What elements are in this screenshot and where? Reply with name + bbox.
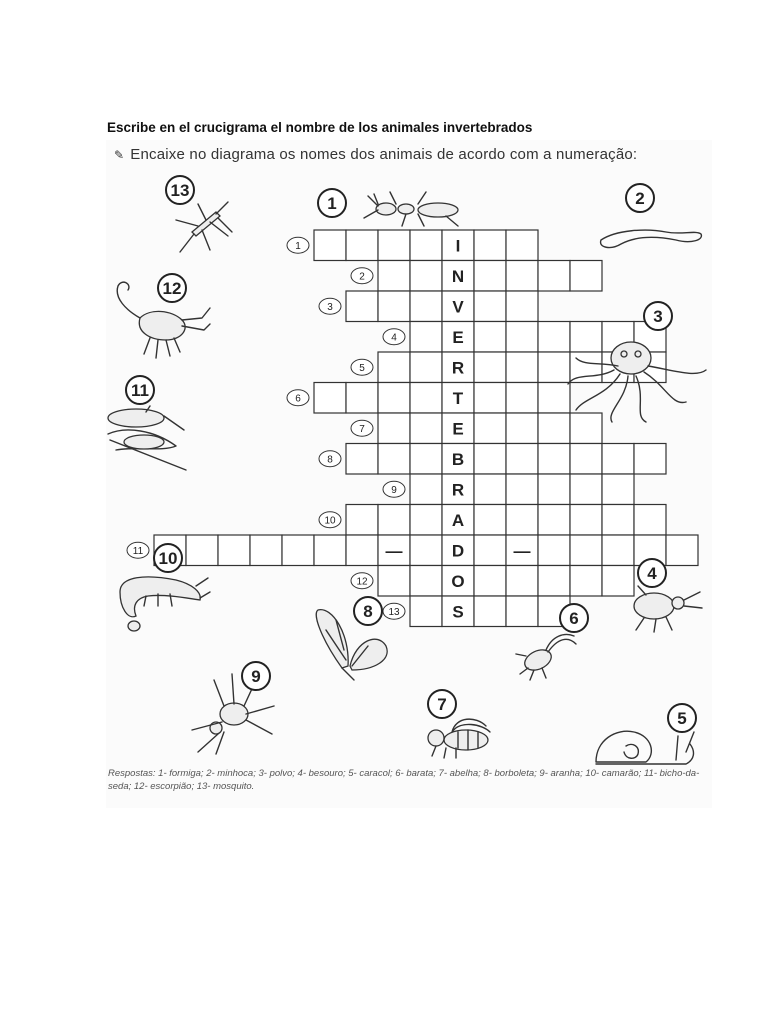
row-number: 1 xyxy=(295,240,301,252)
animal-number: 4 xyxy=(647,564,657,583)
crossword-cell[interactable] xyxy=(186,535,218,566)
crossword-cell[interactable] xyxy=(506,230,538,261)
crossword-cell[interactable] xyxy=(570,444,602,475)
key-letter: R xyxy=(451,480,465,500)
crossword-cell[interactable] xyxy=(474,322,506,353)
crossword-cell[interactable] xyxy=(538,444,570,475)
animal-number: 2 xyxy=(635,189,645,208)
hyphen-mark: — xyxy=(385,541,403,561)
crossword-cell[interactable] xyxy=(474,474,506,505)
crossword-cell[interactable] xyxy=(602,474,634,505)
key-letter: T xyxy=(452,388,464,408)
key-letter: I xyxy=(455,236,461,256)
crossword-cell[interactable] xyxy=(474,505,506,536)
row-number: 8 xyxy=(327,454,333,466)
crossword-cell[interactable] xyxy=(410,322,442,353)
crossword-cell[interactable] xyxy=(474,596,506,627)
crossword-cell[interactable] xyxy=(410,352,442,383)
crossword-cell[interactable] xyxy=(346,291,378,322)
row-number: 7 xyxy=(359,423,365,435)
key-letter: R xyxy=(451,358,465,378)
crossword-cell[interactable] xyxy=(378,566,410,597)
crossword-cell[interactable] xyxy=(378,261,410,292)
key-letter: E xyxy=(452,327,464,347)
crossword-cell[interactable] xyxy=(410,261,442,292)
crossword-cell[interactable] xyxy=(506,291,538,322)
crossword-cell[interactable] xyxy=(506,322,538,353)
crossword-cell[interactable] xyxy=(346,535,378,566)
crossword-cell[interactable] xyxy=(538,566,570,597)
crossword-cell[interactable] xyxy=(506,261,538,292)
crossword-cell[interactable] xyxy=(506,444,538,475)
animal-number: 9 xyxy=(251,667,261,686)
row-number: 6 xyxy=(295,393,301,405)
crossword-cell[interactable] xyxy=(570,566,602,597)
row-number: 13 xyxy=(388,606,400,618)
animal-number: 12 xyxy=(162,279,182,298)
row-number: 4 xyxy=(391,332,397,344)
crossword-cell[interactable] xyxy=(474,444,506,475)
crossword-cell[interactable] xyxy=(346,383,378,414)
crossword-cell[interactable] xyxy=(410,444,442,475)
crossword-cell[interactable] xyxy=(602,535,634,566)
crossword-cell[interactable] xyxy=(410,291,442,322)
crossword-cell[interactable] xyxy=(314,230,346,261)
crossword-cell[interactable] xyxy=(410,535,442,566)
crossword-cell[interactable] xyxy=(346,230,378,261)
crossword-cell[interactable] xyxy=(570,322,602,353)
crossword-cell[interactable] xyxy=(474,535,506,566)
animal-number: 1 xyxy=(327,194,337,213)
shrimp-icon xyxy=(120,577,210,631)
crossword-cell[interactable] xyxy=(314,383,346,414)
instruction-text: Encaixe no diagrama os nomes dos animais de acordo com a numeração: xyxy=(130,146,638,163)
crossword-cell[interactable] xyxy=(474,566,506,597)
crossword-cell[interactable] xyxy=(474,261,506,292)
animal-number: 3 xyxy=(653,307,663,326)
crossword-cell[interactable] xyxy=(570,413,602,444)
silkworm-icon xyxy=(108,406,186,470)
cockroach-icon xyxy=(516,635,576,680)
key-letter: A xyxy=(451,510,465,530)
animal-number: 7 xyxy=(437,695,447,714)
crossword-cell[interactable] xyxy=(570,535,602,566)
crossword-cell[interactable] xyxy=(506,383,538,414)
snail-icon xyxy=(596,731,694,764)
worksheet-heading: Escribe en el crucigrama el nombre de los animales invertebrados xyxy=(107,120,533,135)
crossword-cell[interactable] xyxy=(506,566,538,597)
crossword-cell[interactable] xyxy=(506,474,538,505)
key-letter: D xyxy=(451,541,465,561)
crossword-cell[interactable] xyxy=(474,413,506,444)
crossword-cell[interactable] xyxy=(314,535,346,566)
row-number: 2 xyxy=(359,271,365,283)
crossword-cell[interactable] xyxy=(474,383,506,414)
crossword-grid xyxy=(127,230,698,627)
crossword-cell[interactable] xyxy=(378,383,410,414)
crossword-cell[interactable] xyxy=(538,413,570,444)
hyphen-mark: — xyxy=(513,541,531,561)
crossword-cell[interactable] xyxy=(538,505,570,536)
key-letter: B xyxy=(451,449,465,469)
crossword-cell[interactable] xyxy=(410,505,442,536)
animal-number: 10 xyxy=(158,549,178,568)
row-number: 3 xyxy=(327,301,333,313)
animal-number: 6 xyxy=(569,609,579,628)
crossword-cell[interactable] xyxy=(570,505,602,536)
crossword-cell[interactable] xyxy=(602,444,634,475)
animal-number: 13 xyxy=(170,181,190,200)
crossword-cell[interactable] xyxy=(378,230,410,261)
row-number: 10 xyxy=(324,515,336,527)
key-letter: N xyxy=(451,266,465,286)
ant-icon xyxy=(364,192,458,226)
crossword-cell[interactable] xyxy=(410,596,442,627)
earthworm-icon xyxy=(601,230,702,247)
crossword-cell[interactable] xyxy=(378,505,410,536)
crossword-cell[interactable] xyxy=(506,596,538,627)
crossword-cell[interactable] xyxy=(250,535,282,566)
crossword-cell[interactable] xyxy=(474,352,506,383)
crossword-cell[interactable] xyxy=(282,535,314,566)
row-number: 11 xyxy=(132,545,144,557)
beetle-icon xyxy=(634,586,702,632)
crossword-cell[interactable] xyxy=(538,322,570,353)
crossword-cell[interactable] xyxy=(634,505,666,536)
crossword-cell[interactable] xyxy=(506,413,538,444)
crossword-cell[interactable] xyxy=(218,535,250,566)
crossword-cell[interactable] xyxy=(538,352,570,383)
row-number: 12 xyxy=(356,576,368,588)
crossword-cell[interactable] xyxy=(602,505,634,536)
row-number: 9 xyxy=(391,484,397,496)
crossword-cell[interactable] xyxy=(346,505,378,536)
crossword-cell[interactable] xyxy=(474,291,506,322)
crossword-cell[interactable] xyxy=(410,413,442,444)
crossword-cell[interactable] xyxy=(538,261,570,292)
animal-number: 5 xyxy=(677,709,687,728)
mosquito-icon xyxy=(176,202,232,252)
answer-key: Respostas: 1- formiga; 2- minhoca; 3- polvo; 4- besouro; 5- caracol; 6- barata; 7- abelha; 8- borboleta; 9- aranha; 10- camarão; 11- bicho-da-seda; 12- escorpião; 13- mosquito. xyxy=(108,768,700,792)
crossword-cell[interactable] xyxy=(602,566,634,597)
crossword-cell[interactable] xyxy=(410,474,442,505)
crossword-cell[interactable] xyxy=(666,535,698,566)
crossword-cell[interactable] xyxy=(538,383,570,414)
crossword-cell[interactable] xyxy=(570,261,602,292)
pencil-icon: ✎ xyxy=(114,148,125,162)
crossword-cell[interactable] xyxy=(474,230,506,261)
crossword-cell[interactable] xyxy=(346,444,378,475)
crossword-cell[interactable] xyxy=(538,474,570,505)
key-letter: V xyxy=(452,297,464,317)
crossword-cell[interactable] xyxy=(410,383,442,414)
crossword-cell[interactable] xyxy=(378,413,410,444)
row-number: 5 xyxy=(359,362,365,374)
scanned-worksheet xyxy=(106,140,712,808)
key-letter: S xyxy=(452,602,464,622)
crossword-cell[interactable] xyxy=(410,566,442,597)
bee-icon xyxy=(428,719,490,758)
crossword-cell[interactable] xyxy=(538,535,570,566)
crossword-cell[interactable] xyxy=(378,444,410,475)
crossword-cell[interactable] xyxy=(378,291,410,322)
crossword-cell[interactable] xyxy=(506,505,538,536)
crossword-cell[interactable] xyxy=(634,444,666,475)
crossword-cell[interactable] xyxy=(410,230,442,261)
key-letter: O xyxy=(451,571,465,591)
crossword-cell[interactable] xyxy=(570,474,602,505)
crossword-cell[interactable] xyxy=(378,352,410,383)
key-letter: E xyxy=(452,419,464,439)
animal-number: 8 xyxy=(363,602,373,621)
worksheet-illustration xyxy=(106,140,712,808)
crossword-cell[interactable] xyxy=(506,352,538,383)
animal-number: 11 xyxy=(131,381,149,400)
